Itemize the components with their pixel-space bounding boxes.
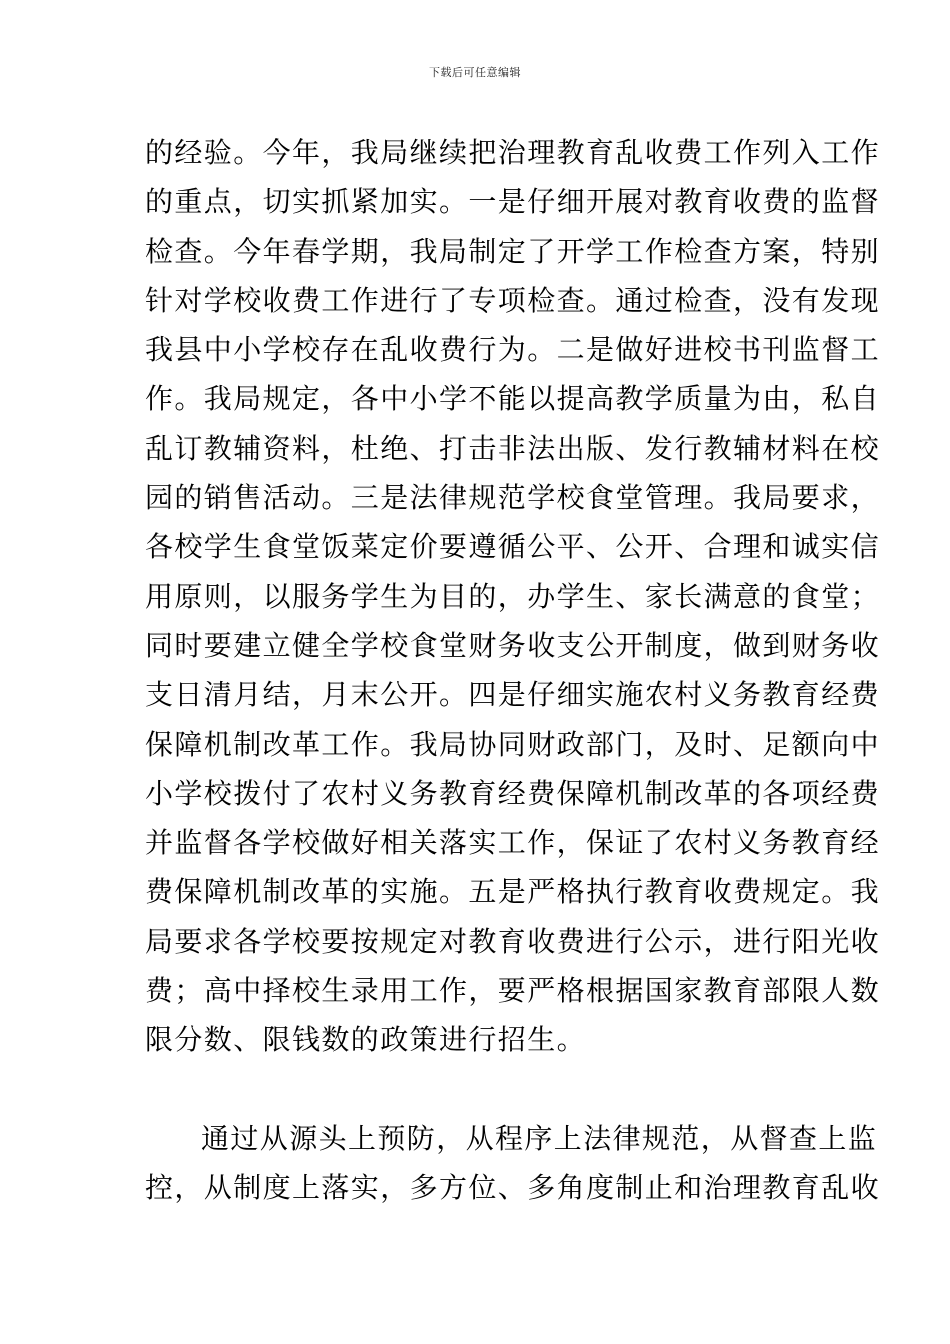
text-line: 我县中小学校存在乱收费行为。二是做好进校书刊监督工 bbox=[145, 333, 881, 367]
text-line: 各校学生食堂饭菜定价要遵循公平、公开、合理和诚实信 bbox=[145, 530, 881, 564]
paragraph-spacer bbox=[145, 1065, 815, 1114]
text-line: 费保障机制改革的实施。五是严格执行教育收费规定。我 bbox=[145, 875, 881, 909]
text-line: 检查。今年春学期，我局制定了开学工作检查方案，特别 bbox=[145, 234, 881, 268]
text-line: 小学校拨付了农村义务教育经费保障机制改革的各项经费 bbox=[145, 776, 881, 810]
text-line: 园的销售活动。三是法律规范学校食堂管理。我局要求， bbox=[145, 481, 881, 515]
text-line: 支日清月结，月末公开。四是仔细实施农村义务教育经费 bbox=[145, 678, 881, 712]
page-header: 下载后可任意编辑 bbox=[429, 66, 521, 79]
text-line: 保障机制改革工作。我局协同财政部门，及时、足额向中 bbox=[145, 727, 881, 761]
text-line: 的经验。今年，我局继续把治理教育乱收费工作列入工作 bbox=[145, 136, 881, 169]
text-line: 乱订教辅资料，杜绝、打击非法出版、发行教辅材料在校 bbox=[145, 431, 881, 465]
text-line: 通过从源头上预防，从程序上法律规范，从督查上监 bbox=[201, 1121, 878, 1155]
text-line: 用原则，以服务学生为目的，办学生、家长满意的食堂； bbox=[145, 579, 881, 613]
text-line: 并监督各学校做好相关落实工作，保证了农村义务教育经 bbox=[145, 826, 881, 860]
text-line: 作。我局规定，各中小学不能以提高教学质量为由，私自 bbox=[145, 382, 881, 416]
paragraph-2 bbox=[145, 1114, 881, 1213]
text-line: 针对学校收费工作进行了专项检查。通过检查，没有发现 bbox=[145, 283, 881, 317]
text-line: 费；高中择校生录用工作，要严格根据国家教育部限人数 bbox=[145, 974, 881, 1008]
text-line: 同时要建立健全学校食堂财务收支公开制度，做到财务收 bbox=[145, 628, 881, 662]
text-line: 限分数、限钱数的政策进行招生。 bbox=[145, 1023, 587, 1057]
paragraph-1 bbox=[145, 128, 881, 1065]
text-line: 控，从制度上落实，多方位、多角度制止和治理教育乱收 bbox=[145, 1171, 881, 1205]
text-line: 局要求各学校要按规定对教育收费进行公示，进行阳光收 bbox=[145, 924, 881, 958]
text-line: 的重点，切实抓紧加实。一是仔细开展对教育收费的监督 bbox=[145, 185, 881, 219]
document-body bbox=[145, 128, 881, 1213]
